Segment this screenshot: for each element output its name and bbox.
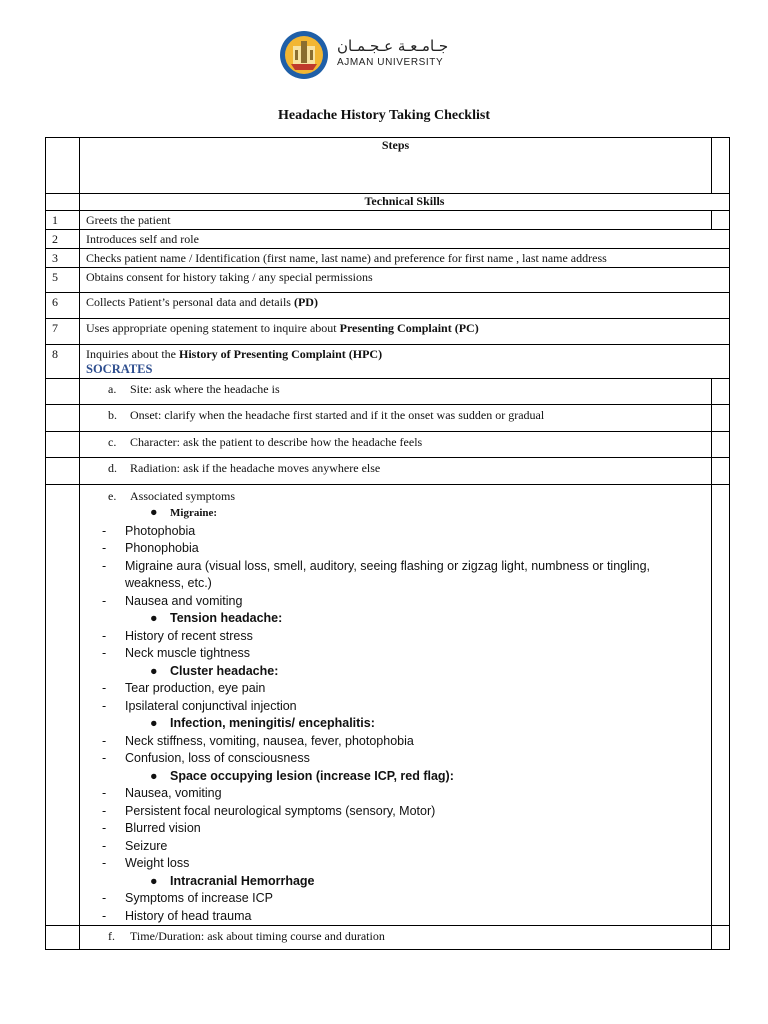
dash-marker: - bbox=[102, 891, 107, 905]
symptom-item: - Seizure bbox=[80, 838, 711, 856]
symptom-item: - Blurred vision bbox=[80, 820, 711, 838]
dash-marker: - bbox=[102, 628, 107, 643]
logo-arabic-text: جـامـعـة عـجـمـان bbox=[337, 37, 449, 55]
university-logo bbox=[279, 30, 469, 82]
symptom-group-heading: ● Intracranial Hemorrhage bbox=[80, 873, 711, 891]
symptom-item: - Phonophobia bbox=[80, 540, 711, 558]
document-title: Headache History Taking Checklist bbox=[278, 108, 490, 123]
step-number: 2 bbox=[46, 230, 80, 249]
socrates-item: b. Onset: clarify when the headache first started and if it the onset was sudden or gradual bbox=[80, 405, 712, 432]
dash-marker: - bbox=[102, 803, 107, 818]
table-row bbox=[46, 211, 730, 230]
socrates-row bbox=[46, 926, 730, 950]
dash-marker: - bbox=[102, 821, 107, 835]
dash-marker: - bbox=[102, 698, 107, 713]
step-number: 3 bbox=[46, 249, 80, 268]
bullet-icon: ● bbox=[150, 873, 158, 888]
socrates-item: a. Site: ask where the headache is bbox=[80, 379, 712, 405]
dash-marker: - bbox=[102, 908, 107, 923]
step-text: Checks patient name / Identification (first name, last name) and preference for first name , last name address bbox=[80, 249, 730, 268]
symptom-item: - Ipsilateral conjunctival injection bbox=[80, 698, 711, 716]
symptom-item: - Migraine aura (visual loss, smell, auditory, seeing flashing or zigzag light, numbness or tingling, weakness, etc.) bbox=[80, 558, 711, 593]
associated-symptoms-title: e. Associated symptoms bbox=[108, 489, 235, 503]
symptom-item: - Nausea, vomiting bbox=[80, 785, 711, 803]
dash-marker: - bbox=[102, 733, 107, 748]
table-row bbox=[46, 268, 730, 293]
symptom-group-heading: ● Infection, meningitis/ encephalitis: bbox=[80, 715, 711, 733]
socrates-row bbox=[46, 432, 730, 458]
symptom-item: - History of recent stress bbox=[80, 628, 711, 646]
step-text: Inquiries about the History of Presenting Complaint (HPC) SOCRATES bbox=[80, 345, 730, 379]
step-text: Obtains consent for history taking / any special permissions bbox=[80, 268, 730, 293]
dash-marker: - bbox=[102, 523, 107, 538]
socrates-item: f. Time/Duration: ask about timing course and duration bbox=[80, 926, 712, 950]
table-row bbox=[46, 230, 730, 249]
symptom-item: - Neck stiffness, vomiting, nausea, fever, photophobia bbox=[80, 733, 711, 751]
step-number: 7 bbox=[46, 319, 80, 345]
dash-marker: - bbox=[102, 681, 107, 695]
step-text: Introduces self and role bbox=[80, 230, 730, 249]
step-number: 5 bbox=[46, 268, 80, 293]
symptom-group-heading: ● Space occupying lesion (increase ICP, red flag): bbox=[80, 768, 711, 786]
step-number: 1 bbox=[46, 211, 80, 230]
steps-header: Steps bbox=[80, 138, 712, 194]
table-row bbox=[46, 319, 730, 345]
socrates-row bbox=[46, 458, 730, 485]
step-number: 6 bbox=[46, 293, 80, 319]
symptom-item: - Persistent focal neurological symptoms (sensory, Motor) bbox=[80, 803, 711, 821]
technical-skills-header: Technical Skills bbox=[80, 194, 730, 211]
dash-marker: - bbox=[102, 646, 107, 660]
dash-marker: - bbox=[102, 593, 107, 608]
bullet-icon: ● bbox=[150, 505, 158, 519]
symptom-item: - Confusion, loss of consciousness bbox=[80, 750, 711, 768]
checklist-table bbox=[45, 137, 730, 950]
university-emblem-icon bbox=[279, 30, 329, 80]
socrates-row bbox=[46, 405, 730, 432]
associated-symptoms-cell bbox=[80, 485, 712, 926]
step-text: Greets the patient bbox=[80, 211, 712, 230]
symptom-item: - Photophobia bbox=[80, 523, 711, 541]
symptom-item: - Tear production, eye pain bbox=[80, 680, 711, 698]
table-row bbox=[46, 293, 730, 319]
table-row bbox=[46, 249, 730, 268]
dash-marker: - bbox=[102, 786, 107, 800]
table-header-row bbox=[46, 138, 730, 194]
dash-marker: - bbox=[102, 541, 107, 555]
step-number: 8 bbox=[46, 345, 80, 379]
symptom-item: - Weight loss bbox=[80, 855, 711, 873]
associated-symptoms-list bbox=[80, 504, 711, 925]
step-text: Collects Patient’s personal data and details (PD) bbox=[80, 293, 730, 319]
dash-marker: - bbox=[102, 856, 107, 870]
logo-english-text: AJMAN UNIVERSITY bbox=[337, 57, 444, 68]
bullet-icon: ● bbox=[150, 768, 158, 783]
dash-marker: - bbox=[102, 751, 107, 765]
section-row bbox=[46, 194, 730, 211]
symptom-item: - History of head trauma bbox=[80, 908, 711, 926]
dash-marker: - bbox=[102, 558, 107, 573]
socrates-item: c. Character: ask the patient to describe how the headache feels bbox=[80, 432, 712, 458]
bullet-icon: ● bbox=[150, 611, 158, 625]
symptom-group-heading: ● Cluster headache: bbox=[80, 663, 711, 681]
symptom-group-heading: ● Tension headache: bbox=[80, 610, 711, 628]
symptom-item: - Nausea and vomiting bbox=[80, 593, 711, 611]
step-text: Uses appropriate opening statement to inquire about Presenting Complaint (PC) bbox=[80, 319, 730, 345]
dash-marker: - bbox=[102, 838, 107, 853]
associated-symptoms-row bbox=[46, 485, 730, 926]
socrates-row bbox=[46, 379, 730, 405]
socrates-heading: SOCRATES bbox=[86, 362, 153, 376]
table-row bbox=[46, 345, 730, 379]
socrates-item: d. Radiation: ask if the headache moves anywhere else bbox=[80, 458, 712, 485]
symptom-group-heading: ● Migraine: bbox=[80, 504, 711, 523]
bullet-icon: ● bbox=[150, 663, 158, 678]
bullet-icon: ● bbox=[150, 716, 158, 730]
symptom-item: - Symptoms of increase ICP bbox=[80, 890, 711, 908]
symptom-item: - Neck muscle tightness bbox=[80, 645, 711, 663]
